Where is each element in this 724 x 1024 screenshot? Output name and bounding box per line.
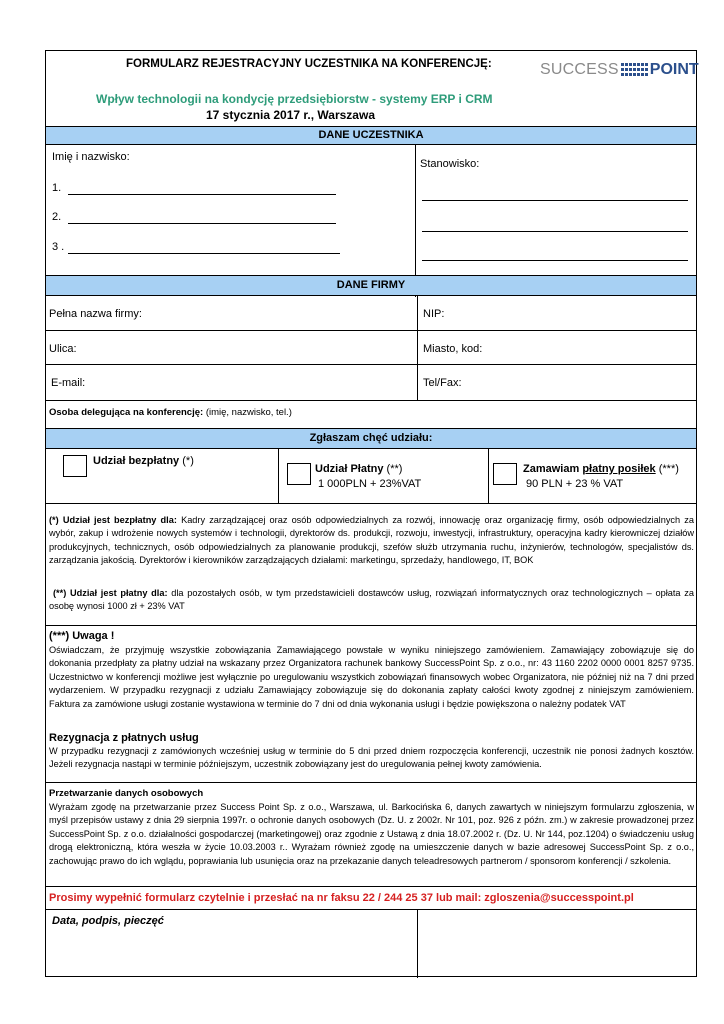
successpoint-logo (540, 59, 699, 81)
paid-participation-label: Udział Płatny (**) (315, 463, 403, 475)
meal-checkbox[interactable] (493, 463, 517, 485)
company-row-sep-1 (46, 330, 696, 331)
city-label[interactable]: Miasto, kod: (423, 343, 483, 355)
name-line-2[interactable] (68, 223, 336, 224)
registration-form (45, 50, 697, 977)
warning-title: (***) Uwaga ! (49, 630, 115, 642)
privacy-consent-text: Wyrażam zgodę na przetwarzanie przez Success Point Sp. z o.o., Warszawa, ul. Barkocińska 6, danych zawartych w niniejszym formularzu zgłoszenia, w myśl przepisów ustawy z dnia 29 sierpnia 1997r. o ochronie danych osobowych (Dz. U. z 2002r. Nr 101, poz. 926 z późn. zm.) w zakresie prowadzonej przez SuccessPoint Sp. z o.o. działalności gospodarczej (marketingowej) oraz zgodnie z Ustawą z dnia 18.07.2002 r. (Dz. U. Nr 144, poz.1204) o świadczeniu usług drogą elektroniczną, która weszła w życie 10.03.2003 r.. Wyrażam również zgodę na umieszczenie danych w bazie adresowej SuccessPoint Sp. z o.o., zachowując prawo do ich wglądu, poprawiania lub usunięcia oraz na przekazanie danych teleadresowych partnerom / sponsorom konferencji / szkolenia. (49, 802, 694, 866)
position-label: Stanowisko: (420, 158, 480, 170)
paid-participation-price: 1 000PLN + 23%VAT (318, 478, 422, 490)
delegate-hint: (imię, nazwisko, tel.) (205, 407, 292, 418)
email-label[interactable]: E-mail: (51, 377, 86, 389)
options-bottom-rule (46, 503, 696, 504)
company-row-sep-2 (46, 364, 696, 365)
delegate-label[interactable] (49, 407, 292, 418)
position-line-1[interactable] (422, 200, 688, 201)
signature-divider (417, 909, 418, 978)
name-line-3[interactable] (68, 253, 340, 254)
position-line-3[interactable] (422, 260, 688, 261)
name-line-2-label: 2. (52, 211, 62, 223)
name-label: Imię i nazwisko: (52, 151, 130, 163)
free-participation-checkbox[interactable] (63, 455, 87, 477)
meal-price: 90 PLN + 23 % VAT (526, 478, 624, 490)
nip-label[interactable]: NIP: (423, 308, 445, 320)
delegate-label-text: Osoba delegująca na konferencję: (49, 407, 204, 418)
paid-participation-checkbox[interactable] (287, 463, 311, 485)
company-row-sep-3 (46, 400, 696, 401)
position-line-2[interactable] (422, 231, 688, 232)
company-divider (417, 296, 418, 400)
company-section-header: DANE FIRMY (46, 275, 696, 296)
conference-title: Wpływ technologii na kondycję przedsiębiorstw - systemy ERP i CRM (96, 92, 493, 106)
warning-text: Oświadczam, że przyjmuję wszystkie zobowiązania Zamawiającego powstałe w wyniku niniejszego zamówieniem. Zamawiający zobowiązuje się do dokonania przedpłaty za płatny udział na wskazany przez Organizatora rachunek bankowy SuccessPoint Sp. z o.o., nr: 43 1160 2202 0000 0001 8257 9735. Uczestnictwo w konferencji możliwe jest wyłącznie po uregulowaniu wszystkich zobowiązań finansowych wobec Organizatora, nie później niż na 7 dni przed wydarzeniem. W przypadku rezygnacji z udziału Zamawiający zobowiązuje się do dokonania zapłaty całości kwoty zgodnej z niniejszym zamówieniem. Faktura za zamówione usługi zostanie wystawiona w terminie do 7 dni od dnia wykonania usługi i będzie powiększona o należny podatek VAT (49, 645, 694, 709)
participant-section-header: DANE UCZESTNIKA (46, 126, 696, 145)
logo-success-text: SUCCESS (540, 61, 619, 78)
notes-bottom-rule (46, 625, 696, 626)
name-line-3-label: 3 . (52, 241, 65, 253)
paid-participation-note: (**) Udział jest płatny dla: dla pozostałych osób, w tym przedstawicieli dostawców usług, rozwiązań informatycznych oraz technologicznych – opłata za osobę wynosi 1000 zł + 23% VAT (49, 588, 694, 612)
resignation-text: W przypadku rezygnacji z zamówionych wcześniej usług w terminie do 5 dni przed dniem rozpoczęcia konferencji, uczestnik nie ponosi żadnych kosztów. Jeżeli rezygnacja nastąpi w terminie późniejszym, uczestnik zobowiązany jest do uregulowania pełnej kwoty zamówienia. (49, 746, 694, 770)
signature-label[interactable]: Data, podpis, pieczęć (52, 915, 164, 927)
fax-submission-note: Prosimy wypełnić formularz czytelnie i przesłać na nr faksu 22 / 244 25 37 lub mail: zgloszenia@successpoint.pl (49, 892, 634, 904)
warning-bottom-rule (46, 782, 696, 783)
option-divider-1 (278, 449, 279, 503)
resignation-title: Rezygnacja z płatnych usług (49, 732, 199, 744)
free-participation-note: (*) Udział jest bezpłatny dla: Kadry zarządzającej oraz osób odpowiedzialnych za rozwój, innowację oraz organizację firmy, osób odpowiedzialnych za wybór, zakup i wdrożenie nowych systemów i technologii, dyrektorów ds. produkcji, rozwoju, inwestycji, infrastruktury, operacyjna kadry kierowniczej działów produkcyjnych, technicznych, osób odpowiedzialnych za planowanie produkcji, szefów służb utrzymania ruchu, inżynierów, technologów, specjalistów ds. zarządzania jakością. Dyrektorów i kierowników zarządzających działami: marketingu, sprzedaży, handlowego, IT, BOK (49, 515, 694, 566)
free-participation-label: Udział bezpłatny (*) (93, 455, 194, 467)
logo-point-text: POINT (649, 61, 699, 78)
privacy-title: Przetwarzanie danych osobowych (49, 788, 204, 799)
conference-date: 17 stycznia 2017 r., Warszawa (206, 108, 375, 122)
phone-label[interactable]: Tel/Fax: (423, 377, 462, 389)
form-title: FORMULARZ REJESTRACYJNY UCZESTNIKA NA KONFERENCJĘ: (126, 58, 492, 70)
meal-label: Zamawiam płatny posiłek (***) (523, 463, 679, 475)
company-name-label[interactable]: Pełna nazwa firmy: (49, 308, 142, 320)
option-divider-2 (488, 449, 489, 503)
name-line-1-label: 1. (52, 182, 62, 194)
logo-dots-icon (621, 63, 648, 77)
privacy-bottom-rule (46, 886, 696, 887)
street-label[interactable]: Ulica: (49, 343, 77, 355)
footer-rule (46, 909, 696, 910)
participation-section-header: Zgłaszam chęć udziału: (46, 428, 696, 449)
name-line-1[interactable] (68, 194, 336, 195)
